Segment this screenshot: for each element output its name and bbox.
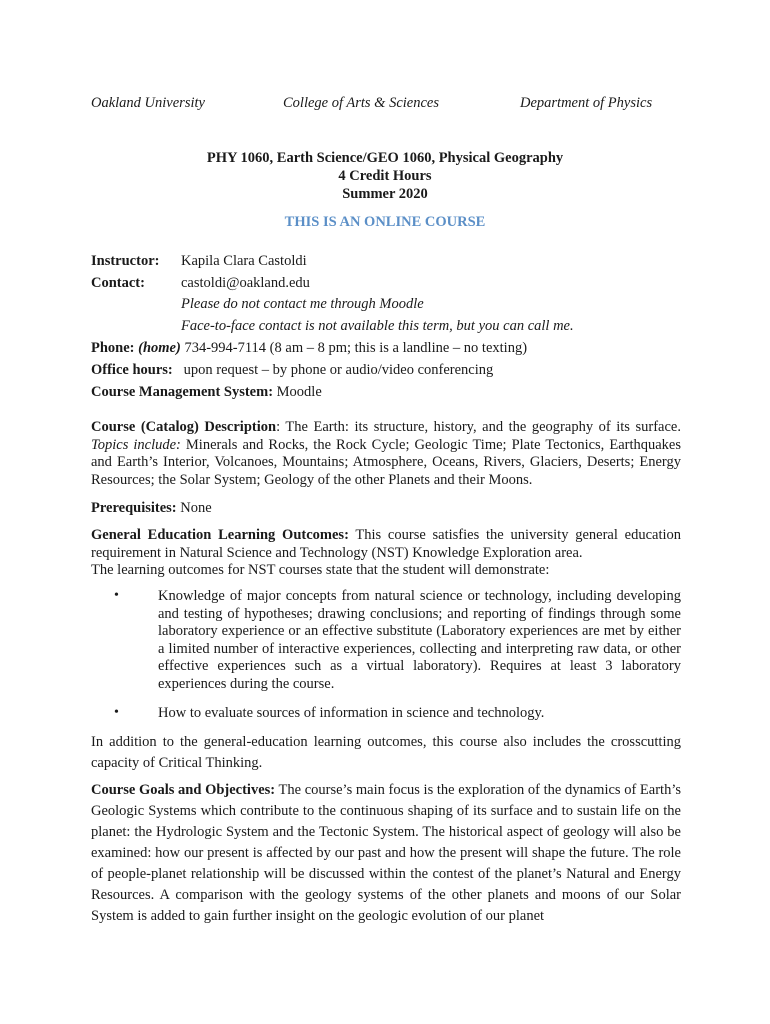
office-hours-line [91, 362, 493, 379]
course-term: Summer 2020 [342, 186, 428, 202]
header-university: Oakland University [91, 95, 205, 111]
gen-ed-text: This course satisfies the university general education requirement in Natural Science and Technology (NST) Knowledge Exploration area. [91, 527, 681, 561]
description-label: Course (Catalog) Description [91, 419, 277, 435]
prerequisites-value: None [176, 500, 212, 516]
goals-paragraph [91, 780, 681, 927]
gen-ed-intro: The learning outcomes for NST courses state that the student will demonstrate: [91, 562, 550, 578]
header-department: Department of Physics [520, 95, 653, 111]
catalog-description [91, 419, 681, 489]
phone-label: Phone: [91, 340, 135, 356]
cms-value: Moodle [273, 384, 322, 400]
contact-email[interactable]: castoldi@oakland.edu [181, 275, 310, 291]
office-hours-label: Office hours: [91, 362, 173, 378]
instructor-name: Kapila Clara Castoldi [181, 253, 307, 269]
contact-label: Contact: [91, 275, 145, 291]
gen-ed-label: General Education Learning Outcomes: [91, 527, 349, 543]
course-title: PHY 1060, Earth Science/GEO 1060, Physical Geography [206, 150, 564, 166]
phone-value: 734-994-7114 (8 am – 8 pm; this is a landline – no texting) [180, 340, 528, 356]
phone-type: (home) [138, 340, 181, 356]
contact-note-moodle: Please do not contact me through Moodle [181, 296, 424, 312]
instructor-label: Instructor: [91, 253, 160, 269]
contact-note-face: Face-to-face contact is not available this term, but you can call me. [181, 318, 574, 334]
course-credits: 4 Credit Hours [338, 168, 432, 184]
header-college: College of Arts & Sciences [283, 95, 439, 111]
topics-text: Minerals and Rocks, the Rock Cycle; Geologic Time; Plate Tectonics, Earthquakes and Earth’s Interior, Volcanoes, Mountains; Atmosphere, Oceans, Rivers, Glaciers, Deserts; Energy Resources; the Solar System; Geology of the other Planets and their Moons. [91, 436, 681, 488]
description-text: : The Earth: its structure, history, and the geography of its surface. [276, 419, 681, 435]
cms-label: Course Management System: [91, 384, 274, 400]
prerequisites-label: Prerequisites: [91, 500, 177, 516]
office-hours-value: upon request – by phone or audio/video conferencing [183, 362, 494, 378]
goals-label: Course Goals and Objectives: [91, 782, 276, 798]
critical-thinking-paragraph: In addition to the general-education learning outcomes, this course also includes the crosscutting capacity of Critical Thinking. [91, 734, 681, 771]
cms-line [91, 384, 322, 401]
outcome-item: How to evaluate sources of information in science and technology. [158, 705, 545, 721]
online-notice: THIS IS AN ONLINE COURSE [284, 214, 486, 230]
phone-line [91, 340, 527, 357]
bullet-icon: • [114, 705, 119, 720]
outcome-item: Knowledge of major concepts from natural science or technology, including developing and testing of hypotheses; drawing conclusions; and reporting of findings through some laboratory experience or an effective substitute (Laboratory experiences are met by either a limited number of interactive experiences, collecting and interpreting raw data, or other effective experiences such as a virtual laboratory). Requires at least 3 laboratory experiences during the course. [158, 588, 681, 692]
gen-ed-paragraph [91, 527, 681, 562]
prerequisites-line [91, 500, 212, 517]
bullet-icon: • [114, 588, 119, 603]
goals-text: The course’s main focus is the exploration of the dynamics of Earth’s Geologic Systems which contribute to the continuous shaping of its surface and to sustain life on the planet: the Hydrologic System and the Tectonic System. The historical aspect of geology will also be examined: how our present is affected by our past and how the present will shape the future. The role of people-planet relationship will be discussed within the contest of the planet’s Natural and Energy Resources. A comparison with the geology systems of the other planets and moons of our Solar System is added to gain further insight on the geologic evolution of our planet [91, 782, 681, 924]
topics-label: Topics include: [91, 436, 181, 453]
